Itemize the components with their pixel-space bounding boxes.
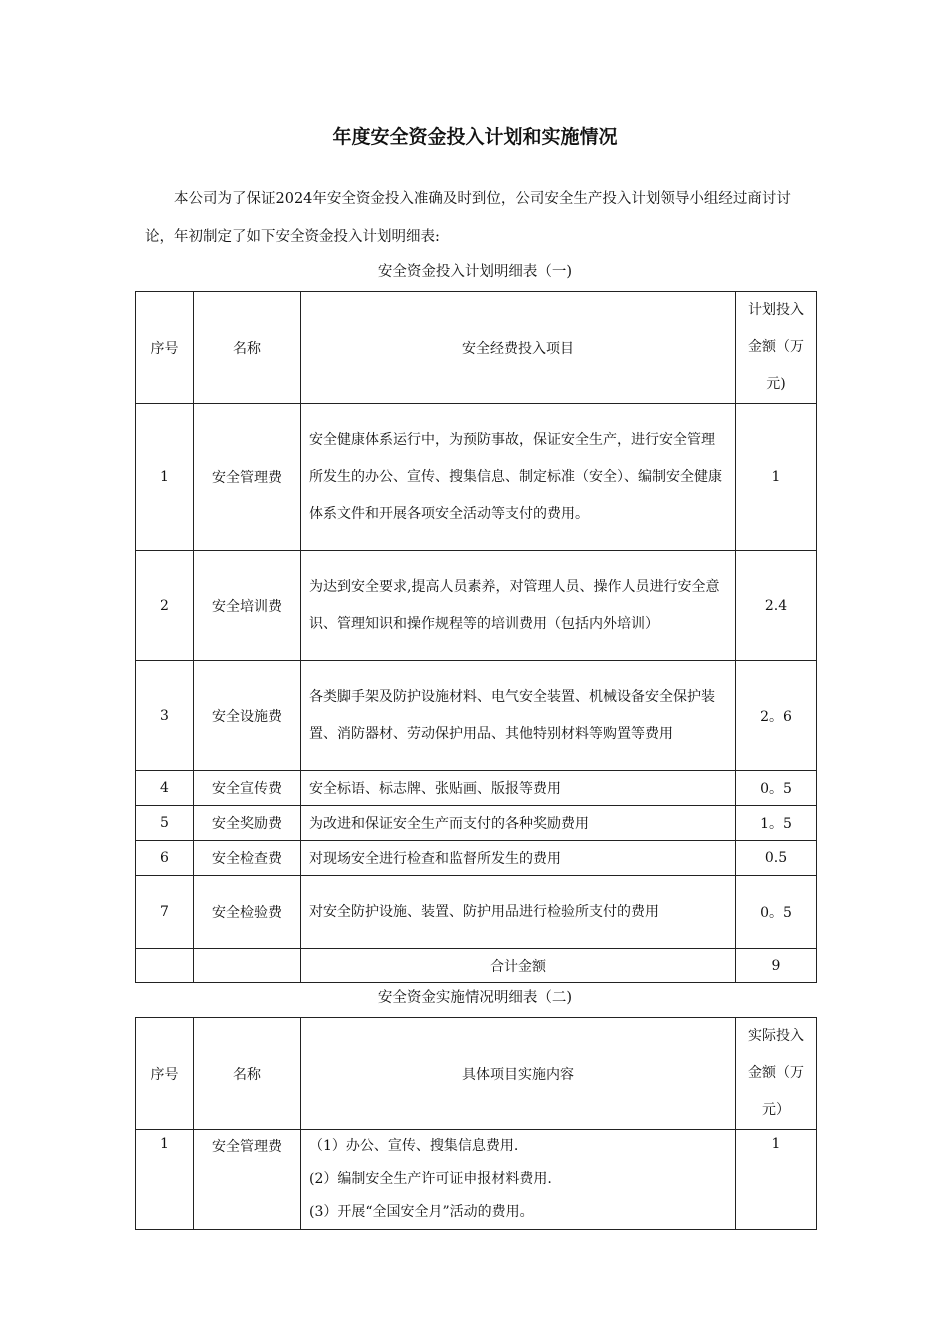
implementation-line: (3）开展“全国安全月”活动的费用。 xyxy=(309,1204,534,1220)
row-no: 1 xyxy=(136,1130,194,1230)
table2-caption: 安全资金实施情况明细表（二) xyxy=(377,990,573,1006)
row-item xyxy=(301,1130,736,1230)
row-name: 安全设施费 xyxy=(194,661,301,771)
row-amount: 1 xyxy=(736,404,817,551)
table-row xyxy=(136,771,817,806)
row-item: 对现场安全进行检查和监督所发生的费用 xyxy=(301,841,736,876)
row-no: 2 xyxy=(136,551,194,661)
row-amount: 2。6 xyxy=(736,661,817,771)
header-item: 安全经费投入项目 xyxy=(301,292,736,404)
row-no: 1 xyxy=(136,404,194,551)
table-row xyxy=(136,1130,817,1230)
row-amount: 1 xyxy=(736,1130,817,1230)
header-item: 具体项目实施内容 xyxy=(301,1018,736,1130)
plan-table xyxy=(135,291,817,983)
total-empty-no xyxy=(136,949,194,983)
row-no: 7 xyxy=(136,876,194,949)
row-name: 安全检验费 xyxy=(194,876,301,949)
row-amount: 0.5 xyxy=(736,841,817,876)
header-name: 名称 xyxy=(194,292,301,404)
row-item: 安全健康体系运行中，为预防事故，保证安全生产，进行安全管理所发生的办公、宣传、搜集信息、制定标准（安全）、编制安全健康体系文件和开展各项安全活动等支付的费用。 xyxy=(301,404,736,551)
implementation-line: （1）办公、宣传、搜集信息费用. xyxy=(309,1138,519,1154)
page-title: 年度安全资金投入计划和实施情况 xyxy=(332,126,618,148)
total-empty-name xyxy=(194,949,301,983)
row-item: 各类脚手架及防护设施材料、电气安全装置、机械设备安全保护装置、消防器材、劳动保护用品、其他特别材料等购置等费用 xyxy=(301,661,736,771)
row-amount: 1。5 xyxy=(736,806,817,841)
table-header-row xyxy=(136,292,817,404)
total-label: 合计金额 xyxy=(301,949,736,983)
total-row xyxy=(136,949,817,983)
table-row xyxy=(136,841,817,876)
row-amount: 2.4 xyxy=(736,551,817,661)
header-amount: 实际投入金额（万元） xyxy=(736,1018,817,1130)
table-row xyxy=(136,661,817,771)
table-header-row xyxy=(136,1018,817,1130)
table-row xyxy=(136,806,817,841)
header-no: 序号 xyxy=(136,1018,194,1130)
row-name: 安全宣传费 xyxy=(194,771,301,806)
row-no: 6 xyxy=(136,841,194,876)
row-item: 为达到安全要求,提高人员素养，对管理人员、操作人员进行安全意识、管理知识和操作规程等的培训费用（包括内外培训） xyxy=(301,551,736,661)
header-amount: 计划投入金额（万元) xyxy=(736,292,817,404)
row-name: 安全奖励费 xyxy=(194,806,301,841)
row-amount: 0。5 xyxy=(736,876,817,949)
header-name: 名称 xyxy=(194,1018,301,1130)
row-name: 安全管理费 xyxy=(194,1130,301,1230)
table-row xyxy=(136,876,817,949)
table-row xyxy=(136,551,817,661)
row-item: 对安全防护设施、装置、防护用品进行检验所支付的费用 xyxy=(301,876,736,949)
table-row xyxy=(136,404,817,551)
implementation-line: (2）编制安全生产许可证申报材料费用. xyxy=(309,1171,552,1187)
row-no: 3 xyxy=(136,661,194,771)
row-amount: 0。5 xyxy=(736,771,817,806)
row-no: 4 xyxy=(136,771,194,806)
row-item: 为改进和保证安全生产而支付的各种奖励费用 xyxy=(301,806,736,841)
row-no: 5 xyxy=(136,806,194,841)
row-name: 安全培训费 xyxy=(194,551,301,661)
total-amount: 9 xyxy=(736,949,817,983)
table1-caption: 安全资金投入计划明细表（一) xyxy=(377,264,573,280)
row-name: 安全检查费 xyxy=(194,841,301,876)
header-no: 序号 xyxy=(136,292,194,404)
implementation-table xyxy=(135,1017,817,1230)
row-name: 安全管理费 xyxy=(194,404,301,551)
row-item: 安全标语、标志牌、张贴画、版报等费用 xyxy=(301,771,736,806)
intro-paragraph: 本公司为了保证2024年安全资金投入准确及时到位，公司安全生产投入计划领导小组经过商讨讨论，年初制定了如下安全资金投入计划明细表: xyxy=(145,191,791,245)
